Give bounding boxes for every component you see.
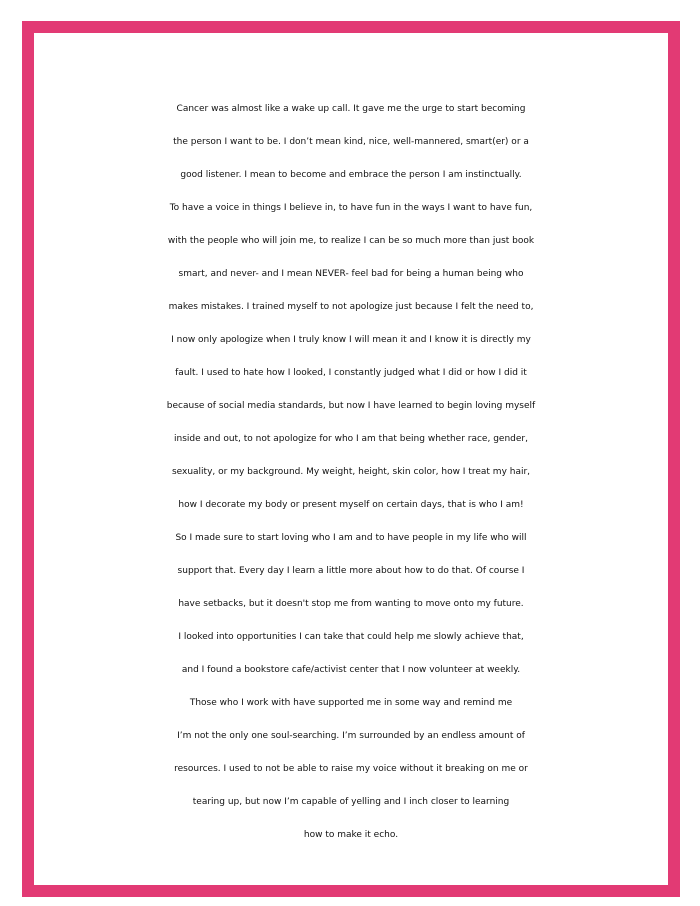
essay-line-5: with the people who will join me, to realize I can be so much more than just book (167, 236, 535, 246)
essay-line-13: how I decorate my body or present myself on certain days, that is who I am! (178, 500, 524, 510)
essay-line-11: inside and out, to not apologize for who I am that being whether race, gender, (174, 434, 528, 444)
essay-line-22: tearing up, but now I’m capable of yelling and I inch closer to learning (192, 797, 510, 807)
essay-line-10: because of social media standards, but now I have learned to begin loving myself (166, 401, 536, 411)
essay-line-17: I looked into opportunities I can take that could help me slowly achieve that, (178, 632, 524, 642)
essay-line-19: Those who I work with have supported me in some way and remind me (189, 698, 513, 708)
essay-line-18: and I found a bookstore cafe/activist center that I now volunteer at weekly. (181, 665, 521, 675)
essay-line-12: sexuality, or my background. My weight, height, skin color, how I treat my hair, (171, 467, 531, 477)
essay-line-8: I now only apologize when I truly know I will mean it and I know it is directly my (171, 335, 531, 345)
essay-line-9: fault. I used to hate how I looked, I constantly judged what I did or how I did it (175, 368, 527, 378)
essay-line-6: smart, and never- and I mean NEVER- feel bad for being a human being who (178, 269, 524, 279)
essay-text (34, 93, 668, 852)
essay-line-20: I’m not the only one soul-searching. I’m surrounded by an endless amount of (177, 731, 525, 741)
essay-line-15: support that. Every day I learn a little more about how to do that. Of course I (177, 566, 525, 576)
essay-line-3: good listener. I mean to become and embrace the person I am instinctually. (180, 170, 522, 180)
essay-line-1: Cancer was almost like a wake up call. It gave me the urge to start becoming (176, 104, 526, 114)
essay-line-2: the person I want to be. I don’t mean kind, nice, well-mannered, smart(er) or a (173, 137, 529, 147)
essay-line-16: have setbacks, but it doesn't stop me from wanting to move onto my future. (178, 599, 524, 609)
essay-line-23: how to make it echo. (303, 830, 399, 840)
essay-line-14: So I made sure to start loving who I am and to have people in my life who will (175, 533, 527, 543)
essay-line-7: makes mistakes. I trained myself to not apologize just because I felt the need to, (168, 302, 534, 312)
essay-line-21: resources. I used to not be able to raise my voice without it breaking on me or (174, 764, 528, 774)
essay-line-4: To have a voice in things I believe in, to have fun in the ways I want to have fun, (169, 203, 533, 213)
pink-border-frame (22, 21, 680, 897)
